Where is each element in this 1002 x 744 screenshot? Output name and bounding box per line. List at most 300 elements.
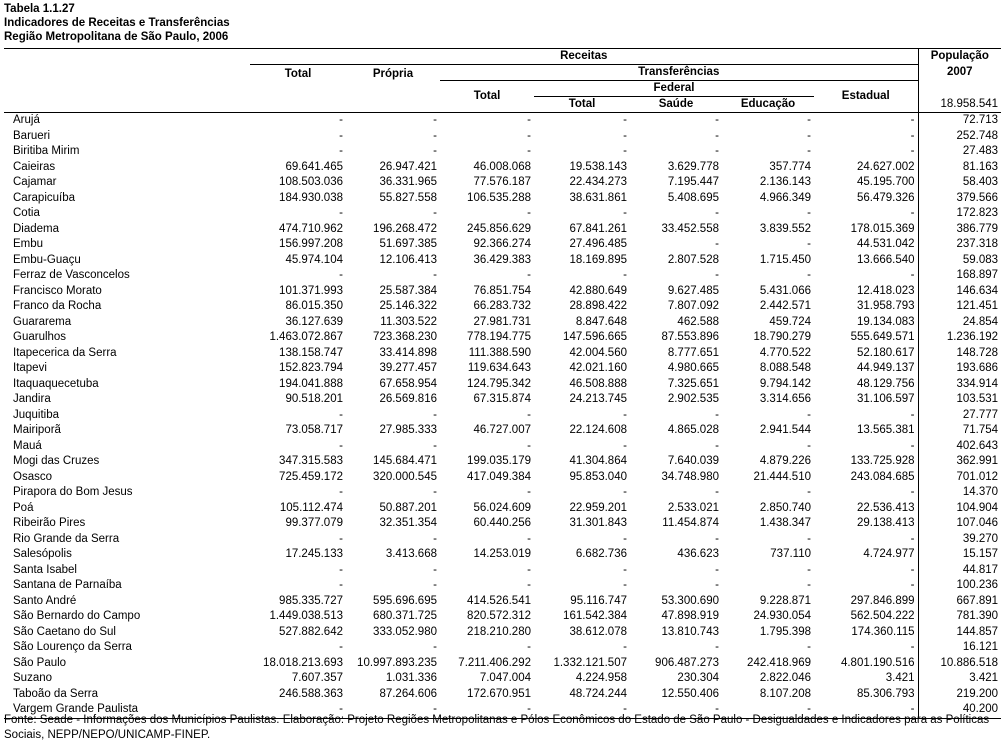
table-row	[4, 129, 1001, 145]
cell-propria: 87.264.606	[379, 687, 437, 700]
cell-transf: -	[527, 439, 531, 452]
cell-edu: -	[807, 563, 811, 576]
cell-transf: 60.440.256	[473, 517, 531, 529]
cell-pop: 168.897	[918, 268, 1001, 284]
cell-transf: -	[527, 532, 531, 545]
cell-propria: 26.947.421	[379, 160, 437, 173]
cell-est: -	[910, 207, 915, 219]
cell-total: -	[339, 408, 343, 421]
cell-pop: 39.270	[918, 532, 1001, 548]
cell-pop: 72.713	[918, 113, 1001, 129]
cell-saude: 87.553.896	[661, 331, 719, 343]
cell-name: Francisco Morato	[13, 284, 102, 297]
table-row	[4, 408, 1001, 424]
table-row	[4, 268, 1001, 284]
cell-est: 297.846.899	[850, 594, 915, 607]
cell-edu: -	[807, 238, 811, 250]
cell-pop: 386.779	[918, 222, 1001, 238]
cell-fed: -	[534, 702, 630, 718]
cell-name: Ferraz de Vasconcelos	[13, 269, 130, 281]
cell-est: 562.504.222	[850, 610, 915, 622]
cell-name: Jandira	[13, 393, 51, 405]
header-populacao: População	[918, 49, 1001, 65]
cell-saude: -	[715, 563, 719, 576]
cell-total: 156.997.208	[279, 238, 343, 250]
cell-fed: -	[534, 113, 630, 129]
cell-fed: 41.304.864	[569, 455, 627, 467]
cell-saude: -	[715, 439, 719, 452]
cell-saude: 7.195.447	[667, 176, 719, 188]
cell-propria: -	[433, 641, 437, 653]
cell-fed: -	[623, 207, 627, 219]
cell-pop: 27.777	[918, 408, 1001, 424]
cell-total: 1.463.072.867	[269, 331, 343, 343]
cell-name: Arujá	[4, 113, 250, 129]
cell-fed: 95.116.747	[570, 594, 627, 607]
cell-name: Santo André	[13, 594, 77, 607]
cell-edu: 9.794.142	[759, 377, 811, 390]
cell-name: Poá	[13, 501, 34, 514]
cell-transf: 7.211.406.292	[458, 656, 531, 669]
cell-saude: -	[715, 641, 719, 653]
cell-est: 4.801.190.516	[840, 656, 915, 669]
cell-name: Barueri	[13, 129, 51, 142]
cell-name: Cajamar	[13, 176, 57, 188]
cell-edu: -	[807, 486, 811, 498]
cell-saude: -	[630, 113, 722, 129]
cell-total: -	[339, 145, 343, 157]
table-row	[4, 160, 1001, 176]
table-subtitle: Região Metropolitana de São Paulo, 2006	[4, 31, 229, 43]
cell-transf: -	[527, 129, 531, 142]
cell-transf: 67.315.874	[473, 393, 531, 405]
cell-pop: 107.046	[918, 516, 1001, 532]
cell-est: 85.306.793	[856, 687, 915, 700]
cell-propria: 32.351.354	[379, 517, 437, 529]
cell-edu: -	[807, 207, 811, 219]
cell-propria: -	[433, 563, 437, 576]
cell-est: -	[910, 579, 915, 591]
cell-total: 184.930.038	[279, 191, 343, 204]
cell-pop: 15.157	[918, 547, 1001, 563]
cell-total: 36.127.639	[285, 315, 343, 328]
cell-propria: 680.371.725	[373, 610, 437, 622]
cell-edu: -	[807, 145, 811, 157]
cell-total: 17.245.133	[285, 548, 343, 560]
cell-propria: -	[433, 439, 437, 452]
cell-pop: 24.854	[918, 315, 1001, 331]
cell-pop: 701.012	[918, 470, 1001, 486]
cell-saude: -	[715, 269, 719, 281]
cell-fed: 38.631.861	[569, 191, 627, 204]
cell-est: 133.725.928	[850, 455, 915, 467]
cell-pop: 402.643	[918, 439, 1001, 455]
cell-propria: 36.331.965	[379, 176, 437, 188]
table-row	[4, 253, 1001, 269]
cell-transf: 218.210.280	[467, 625, 531, 638]
cell-saude: 13.810.743	[661, 625, 719, 638]
cell-est: -	[814, 702, 918, 718]
cell-edu: 4.966.349	[759, 191, 811, 204]
cell-propria: -	[433, 207, 437, 219]
cell-edu: 3.314.656	[759, 393, 811, 405]
cell-fed: 42.880.649	[569, 284, 627, 297]
cell-name: São Paulo	[13, 656, 67, 669]
header-federal: Federal	[534, 81, 814, 97]
cell-fed: -	[623, 579, 627, 591]
table-row	[4, 392, 1001, 408]
cell-edu: -	[807, 532, 811, 545]
cell-propria: 320.000.545	[373, 470, 437, 483]
total-population: 18.958.541	[918, 97, 1001, 113]
cell-total: 7.607.357	[291, 672, 343, 684]
cell-edu: 8.107.208	[759, 687, 811, 700]
cell-fed: -	[623, 641, 627, 653]
cell-pop: 3.421	[918, 671, 1001, 687]
cell-pop: 104.904	[918, 501, 1001, 517]
cell-pop: 40.200	[918, 702, 1001, 718]
cell-pop: 59.083	[918, 253, 1001, 269]
cell-saude: -	[715, 145, 719, 157]
cell-total: 73.058.717	[285, 424, 343, 436]
cell-saude: -	[715, 408, 719, 421]
cell-fed: 67.841.261	[569, 222, 627, 235]
cell-transf: -	[527, 207, 531, 219]
header-total: Total	[284, 68, 312, 80]
cell-edu: 2.822.046	[759, 672, 811, 684]
cell-est: 31.958.793	[856, 300, 915, 312]
cell-total: -	[339, 641, 343, 653]
cell-fed: 38.612.078	[569, 625, 627, 638]
cell-total: -	[339, 207, 343, 219]
cell-transf: 66.283.732	[473, 300, 531, 312]
cell-propria: -	[433, 532, 437, 545]
cell-saude: 906.487.273	[655, 656, 719, 669]
cell-est: -	[910, 486, 915, 498]
cell-fed: 147.596.665	[563, 331, 627, 343]
cell-name: Vargem Grande Paulista	[4, 702, 250, 718]
cell-total: 725.459.172	[279, 470, 343, 483]
cell-total: -	[339, 439, 343, 452]
header-saude: Saúde	[658, 98, 694, 110]
cell-name: Carapicuíba	[13, 191, 76, 204]
cell-fed: 42.021.160	[569, 362, 627, 374]
cell-total: 99.377.079	[285, 517, 343, 529]
table-row	[4, 687, 1001, 703]
cell-total: 86.015.350	[285, 300, 343, 312]
cell-pop: 71.754	[918, 423, 1001, 439]
cell-name: Mogi das Cruzes	[13, 455, 100, 467]
cell-est: -	[814, 113, 918, 129]
cell-fed: -	[623, 269, 627, 281]
header-transf-total: Total	[473, 90, 501, 102]
cell-name: Mairiporã	[13, 424, 61, 436]
table-row	[4, 470, 1001, 486]
cell-fed: 95.853.040	[569, 470, 627, 483]
cell-saude: -	[715, 579, 719, 591]
header-estadual: Estadual	[841, 90, 890, 102]
cell-est: 174.360.115	[851, 625, 915, 638]
cell-total: 194.041.888	[279, 377, 343, 390]
cell-propria: -	[346, 113, 440, 129]
cell-saude: 12.550.406	[661, 687, 719, 700]
cell-pop: 219.200	[918, 687, 1001, 703]
cell-pop: 781.390	[918, 609, 1001, 625]
cell-edu: 18.790.279	[753, 331, 811, 343]
cell-saude: 9.627.485	[667, 284, 719, 297]
table-row	[4, 237, 1001, 253]
cell-total: 985.335.727	[279, 594, 343, 607]
table-number: Tabela 1.1.27	[4, 3, 75, 15]
cell-est: 22.536.413	[856, 501, 915, 514]
cell-name: Embu	[13, 238, 44, 250]
cell-total: 18.018.213.693	[263, 656, 343, 669]
cell-fed: 22.959.201	[569, 501, 627, 514]
cell-saude: 7.640.039	[667, 455, 719, 467]
cell-propria: 3.413.668	[385, 548, 437, 560]
cell-total: 246.588.363	[279, 687, 343, 700]
table-row	[4, 222, 1001, 238]
cell-name: Ribeirão Pires	[13, 517, 86, 529]
cell-pop: 667.891	[918, 594, 1001, 610]
table-row	[4, 284, 1001, 300]
cell-saude: 7.325.651	[667, 377, 719, 390]
cell-est: 243.084.685	[850, 470, 915, 483]
cell-est: 13.565.381	[856, 424, 915, 436]
cell-name: Biritiba Mirim	[13, 145, 80, 157]
cell-est: -	[910, 532, 915, 545]
cell-name: Pirapora do Bom Jesus	[13, 486, 133, 498]
cell-transf: 172.670.951	[467, 687, 531, 700]
cell-edu: 8.088.548	[759, 362, 811, 374]
cell-transf: 27.981.731	[473, 315, 531, 328]
cell-propria: 595.696.695	[373, 594, 437, 607]
cell-edu: 2.850.740	[759, 501, 811, 514]
cell-est: 31.106.597	[856, 393, 915, 405]
cell-total: -	[339, 269, 343, 281]
table-row	[4, 346, 1001, 362]
cell-fed: -	[623, 408, 627, 421]
cell-total: -	[250, 113, 346, 129]
cell-est: 29.138.413	[856, 517, 915, 529]
cell-edu: -	[807, 408, 811, 421]
cell-edu: -	[722, 702, 814, 718]
cell-name: São Caetano do Sul	[13, 625, 116, 638]
cell-edu: 242.418.969	[747, 656, 811, 669]
cell-fed: -	[623, 563, 627, 576]
cell-edu: -	[722, 113, 814, 129]
cell-pop: 334.914	[918, 377, 1001, 393]
cell-name: Itaquaquecetuba	[13, 377, 99, 390]
cell-fed: -	[623, 532, 627, 545]
title-block	[4, 2, 230, 44]
cell-est: -	[910, 145, 915, 157]
cell-total: -	[250, 702, 346, 718]
cell-saude: 34.748.980	[661, 470, 719, 483]
cell-saude: 2.902.535	[667, 393, 719, 405]
cell-saude: 47.898.919	[661, 610, 719, 622]
cell-transf: 414.526.541	[467, 594, 531, 607]
cell-saude: 4.865.028	[667, 424, 719, 436]
cell-total: 527.882.642	[279, 625, 343, 638]
cell-est: 4.724.977	[863, 548, 915, 560]
cell-edu: 4.879.226	[759, 455, 811, 467]
cell-est: 44.949.137	[856, 362, 915, 374]
cell-fed: 19.538.143	[569, 160, 627, 173]
cell-saude: 5.408.695	[667, 191, 719, 204]
cell-transf: 7.047.004	[479, 672, 531, 684]
cell-edu: -	[807, 579, 811, 591]
cell-name: Suzano	[13, 672, 53, 684]
cell-transf: 245.856.629	[467, 222, 531, 235]
source-note: Fonte: Seade - Informações dos Municípios Paulistas. Elaboração: Projeto Regiões Metropolitanas e Pólos Econômicos do Estado de São Paulo - Desigualdades e Indicadores para as Políticas Sociais, NEPP/NEPO/UNICAMP-FINEP.	[4, 714, 990, 741]
cell-total: 152.823.794	[279, 362, 343, 374]
cell-total: -	[339, 579, 343, 591]
cell-edu: 1.715.450	[759, 253, 811, 266]
cell-total: 45.974.104	[285, 253, 343, 266]
cell-fed: 161.542.384	[563, 610, 627, 622]
cell-propria: 333.052.980	[373, 625, 437, 638]
cell-est: 45.195.700	[856, 176, 915, 188]
cell-est: -	[910, 269, 915, 281]
cell-name: Itapevi	[13, 362, 47, 374]
cell-transf: 820.572.312	[467, 610, 531, 622]
cell-name: Itapecerica da Serra	[13, 346, 117, 359]
cell-saude: 53.300.690	[661, 594, 719, 607]
cell-propria: -	[433, 129, 437, 142]
cell-fed: 8.847.648	[575, 315, 627, 328]
cell-edu: 459.724	[769, 315, 811, 328]
cell-transf: -	[527, 563, 531, 576]
cell-pop: 148.728	[918, 346, 1001, 362]
cell-edu: -	[807, 129, 811, 142]
cell-transf: 77.576.187	[473, 176, 531, 188]
table-row	[4, 113, 1001, 129]
cell-saude: 436.623	[677, 548, 719, 560]
cell-saude: 3.629.778	[667, 160, 719, 173]
cell-est: -	[910, 563, 915, 576]
cell-fed: 42.004.560	[569, 346, 627, 359]
cell-pop: 146.634	[918, 284, 1001, 300]
cell-pop: 362.991	[918, 454, 1001, 470]
cell-name: São Lourenço da Serra	[13, 641, 132, 653]
table-row	[4, 423, 1001, 439]
header-educacao: Educação	[740, 98, 796, 110]
cell-transf: 124.795.342	[467, 377, 531, 390]
cell-saude: -	[715, 486, 719, 498]
table-row	[4, 299, 1001, 315]
cell-transf: 76.851.754	[473, 284, 531, 297]
cell-est: 52.180.617	[856, 346, 915, 359]
cell-propria: 33.414.898	[379, 346, 437, 359]
table-row	[4, 377, 1001, 393]
cell-est: 44.531.042	[856, 238, 915, 250]
cell-pop: 16.121	[918, 640, 1001, 656]
header-populacao-year: 2007	[918, 65, 1001, 81]
table-row	[4, 594, 1001, 610]
cell-total: 101.371.993	[279, 284, 343, 297]
cell-fed: 27.496.485	[569, 238, 627, 250]
cell-transf: 417.049.384	[467, 470, 531, 483]
cell-propria: 26.569.816	[379, 393, 437, 405]
cell-propria: 67.658.954	[379, 377, 437, 390]
cell-propria: 1.031.336	[385, 672, 437, 684]
cell-saude: 230.304	[677, 672, 719, 684]
cell-edu: 21.444.510	[753, 470, 811, 483]
table-row	[4, 361, 1001, 377]
cell-fed: 48.724.244	[569, 687, 627, 700]
cell-name: Diadema	[13, 222, 60, 235]
cell-total: -	[339, 532, 343, 545]
cell-pop: 172.823	[918, 206, 1001, 222]
table-row	[4, 206, 1001, 222]
cell-fed: 4.224.958	[575, 672, 627, 684]
header-transferencias: Transferências	[440, 65, 918, 81]
cell-transf: -	[527, 486, 531, 498]
cell-name: Mauá	[13, 439, 42, 452]
header-propria: Própria	[372, 68, 414, 80]
table-row	[4, 191, 1001, 207]
cell-propria: 39.277.457	[379, 362, 437, 374]
cell-fed: 6.682.736	[575, 548, 627, 560]
cell-edu: 1.438.347	[759, 517, 811, 529]
cell-edu: 2.442.571	[759, 300, 811, 312]
cell-propria: -	[433, 579, 437, 591]
cell-total: 347.315.583	[279, 455, 343, 467]
cell-pop: 14.370	[918, 485, 1001, 501]
cell-edu: 9.228.871	[759, 594, 811, 607]
table-row	[4, 671, 1001, 687]
cell-transf: 106.535.288	[467, 191, 531, 204]
cell-transf: 199.035.179	[467, 455, 531, 467]
cell-pop: 379.566	[918, 191, 1001, 207]
cell-pop: 144.857	[918, 625, 1001, 641]
cell-pop: 237.318	[918, 237, 1001, 253]
cell-propria: -	[433, 145, 437, 157]
cell-name: Franco da Rocha	[13, 300, 102, 312]
cell-fed: 28.898.422	[569, 300, 627, 312]
cell-transf: -	[527, 579, 531, 591]
cell-transf: 111.388.590	[468, 346, 531, 359]
cell-propria: 10.997.893.235	[357, 656, 437, 669]
cell-est: -	[910, 129, 915, 142]
cell-saude: -	[715, 129, 719, 142]
cell-fed: 46.508.888	[569, 377, 627, 390]
cell-fed: 22.124.608	[569, 424, 627, 436]
cell-propria: -	[433, 408, 437, 421]
cell-edu: -	[807, 641, 811, 653]
cell-edu: 5.431.066	[759, 284, 811, 297]
header-federal-total: Total	[568, 98, 596, 110]
cell-transf: 56.024.609	[473, 501, 531, 514]
cell-edu: 737.110	[770, 548, 811, 560]
cell-name: Embu-Guaçu	[13, 253, 81, 266]
cell-propria: -	[346, 702, 440, 718]
cell-edu: 357.774	[769, 160, 811, 173]
cell-transf: 46.727.007	[473, 424, 531, 436]
cell-transf: -	[527, 145, 531, 157]
cell-saude: 11.454.874	[662, 517, 719, 529]
cell-name: Juquitiba	[13, 408, 60, 421]
cell-pop: 44.817	[918, 563, 1001, 579]
table-row	[4, 501, 1001, 517]
cell-saude: 2.533.021	[667, 501, 719, 514]
cell-propria: 12.106.413	[379, 253, 437, 266]
cell-est: 19.134.083	[856, 315, 915, 328]
cell-edu: 4.770.522	[759, 346, 811, 359]
table-row	[4, 454, 1001, 470]
table-row	[4, 439, 1001, 455]
